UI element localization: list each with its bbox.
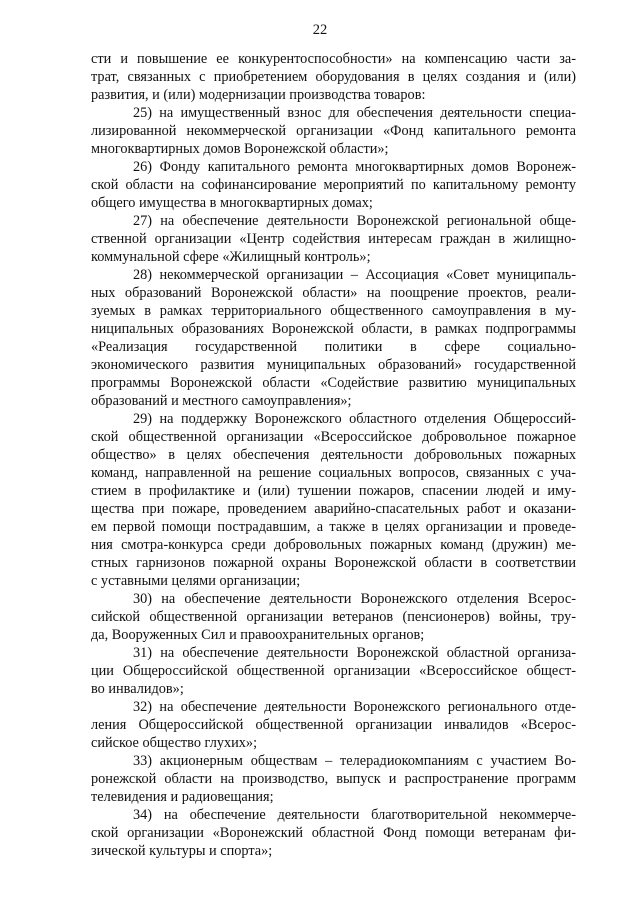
text-line: 25) на имущественный взнос для обеспечения деятельности специа- <box>133 105 576 121</box>
text-line: ем первой помощи пострадавшим, а также в целях организации и проведе- <box>91 519 576 535</box>
paragraph <box>91 212 576 266</box>
paragraph <box>91 752 576 806</box>
paragraph <box>91 104 576 158</box>
text-line: ской организации «Воронежский областной Фонд помощи ветеранам фи- <box>91 825 576 841</box>
text-line: ниципальных образованиях Воронежской области, в рамках подпрограммы <box>91 321 576 337</box>
text-line: зической культуры и спорта»; <box>91 843 273 859</box>
text-line: сийской общественной организации ветеранов (пенсионеров) войны, тру- <box>91 609 576 625</box>
text-line: коммунальной сфере «Жилищный контроль»; <box>91 249 371 265</box>
text-line: 26) Фонду капитального ремонта многоквартирных домов Воронеж- <box>133 159 576 175</box>
text-line: многоквартирных домов Воронежской области»; <box>91 141 389 157</box>
page-number: 22 <box>312 22 328 38</box>
paragraph <box>91 644 576 698</box>
text-line: ления Общероссийской общественной организации инвалидов «Всерос- <box>91 717 576 733</box>
paragraph <box>91 158 576 212</box>
text-line: телевидения и радиовещания; <box>91 789 274 805</box>
text-line: трат, связанных с приобретением оборудования в целях создания и (или) <box>91 69 576 85</box>
text-line: экономического развития муниципальных образований» государственной <box>91 357 576 373</box>
paragraph <box>91 698 576 752</box>
paragraph <box>91 50 576 104</box>
text-line: образований и местного самоуправления»; <box>91 393 352 409</box>
text-line: программы Воронежской области «Содействие развитию муниципальных <box>91 375 576 391</box>
text-line: стием в профилактике и (или) тушении пожаров, спасении людей и иму- <box>91 483 576 499</box>
text-line: лизированной некоммерческой организации «Фонд капитального ремонта <box>91 123 576 139</box>
text-line: ской общественной организации «Всероссийское добровольное пожарное <box>91 429 576 445</box>
paragraph <box>91 806 576 860</box>
text-line: 32) на обеспечение деятельности Воронежского регионального отде- <box>133 699 576 715</box>
text-line: с уставными целями организации; <box>91 573 301 589</box>
text-line: щества при пожаре, проведением аварийно-спасательных работ и оказани- <box>91 501 576 517</box>
text-line: ственной организации «Центр содействия интересам граждан в жилищно- <box>91 231 576 247</box>
text-line: да, Вооруженных Сил и правоохранительных органов; <box>91 627 425 643</box>
text-line: «Реализация государственной политики в сфере социально- <box>91 339 576 355</box>
text-line: сийское общество глухих»; <box>91 735 258 751</box>
text-line: 29) на поддержку Воронежского областного отделения Общероссий- <box>133 411 576 427</box>
paragraph <box>91 410 576 590</box>
text-line: ных образований Воронежской области» на поощрение проектов, реали- <box>91 285 576 301</box>
text-line: ской области на софинансирование мероприятий по капитальному ремонту <box>91 177 576 193</box>
text-line: зуемых в рамках территориального общественного самоуправления в му- <box>91 303 576 319</box>
text-line: 27) на обеспечение деятельности Воронежской региональной обще- <box>133 213 576 229</box>
text-line: общего имущества в многоквартирных домах; <box>91 195 373 211</box>
text-line: сти и повышение ее конкурентоспособности» на компенсацию части за- <box>91 51 576 67</box>
text-line: 33) акционерным обществам – телерадиокомпаниям с участием Во- <box>133 753 576 769</box>
paragraph <box>91 590 576 644</box>
text-line: во инвалидов»; <box>91 681 184 697</box>
text-line: 30) на обеспечение деятельности Воронежского отделения Всерос- <box>133 591 576 607</box>
text-line: ния смотра-конкурса среди добровольных пожарных команд (дружин) ме- <box>91 537 576 553</box>
text-line: команд, направленной на решение социальных вопросов, связанных с уча- <box>91 465 576 481</box>
text-line: ции Общероссийской общественной организации «Всероссийское общест- <box>91 663 576 679</box>
text-line: 28) некоммерческой организации – Ассоциация «Совет муниципаль- <box>133 267 576 283</box>
text-line: стных гарнизонов пожарной охраны Воронежской области в соответствии <box>91 555 576 571</box>
text-line: общество» в целях обеспечения деятельности добровольных пожарных <box>91 447 576 463</box>
paragraph <box>91 266 576 410</box>
document-body <box>91 50 576 860</box>
text-line: ронежской области на производство, выпуск и распространение программ <box>91 771 576 787</box>
text-line: 34) на обеспечение деятельности благотворительной некоммерче- <box>133 807 576 823</box>
text-line: развития, и (или) модернизации производства товаров: <box>91 87 426 103</box>
text-line: 31) на обеспечение деятельности Воронежской областной организа- <box>133 645 576 661</box>
